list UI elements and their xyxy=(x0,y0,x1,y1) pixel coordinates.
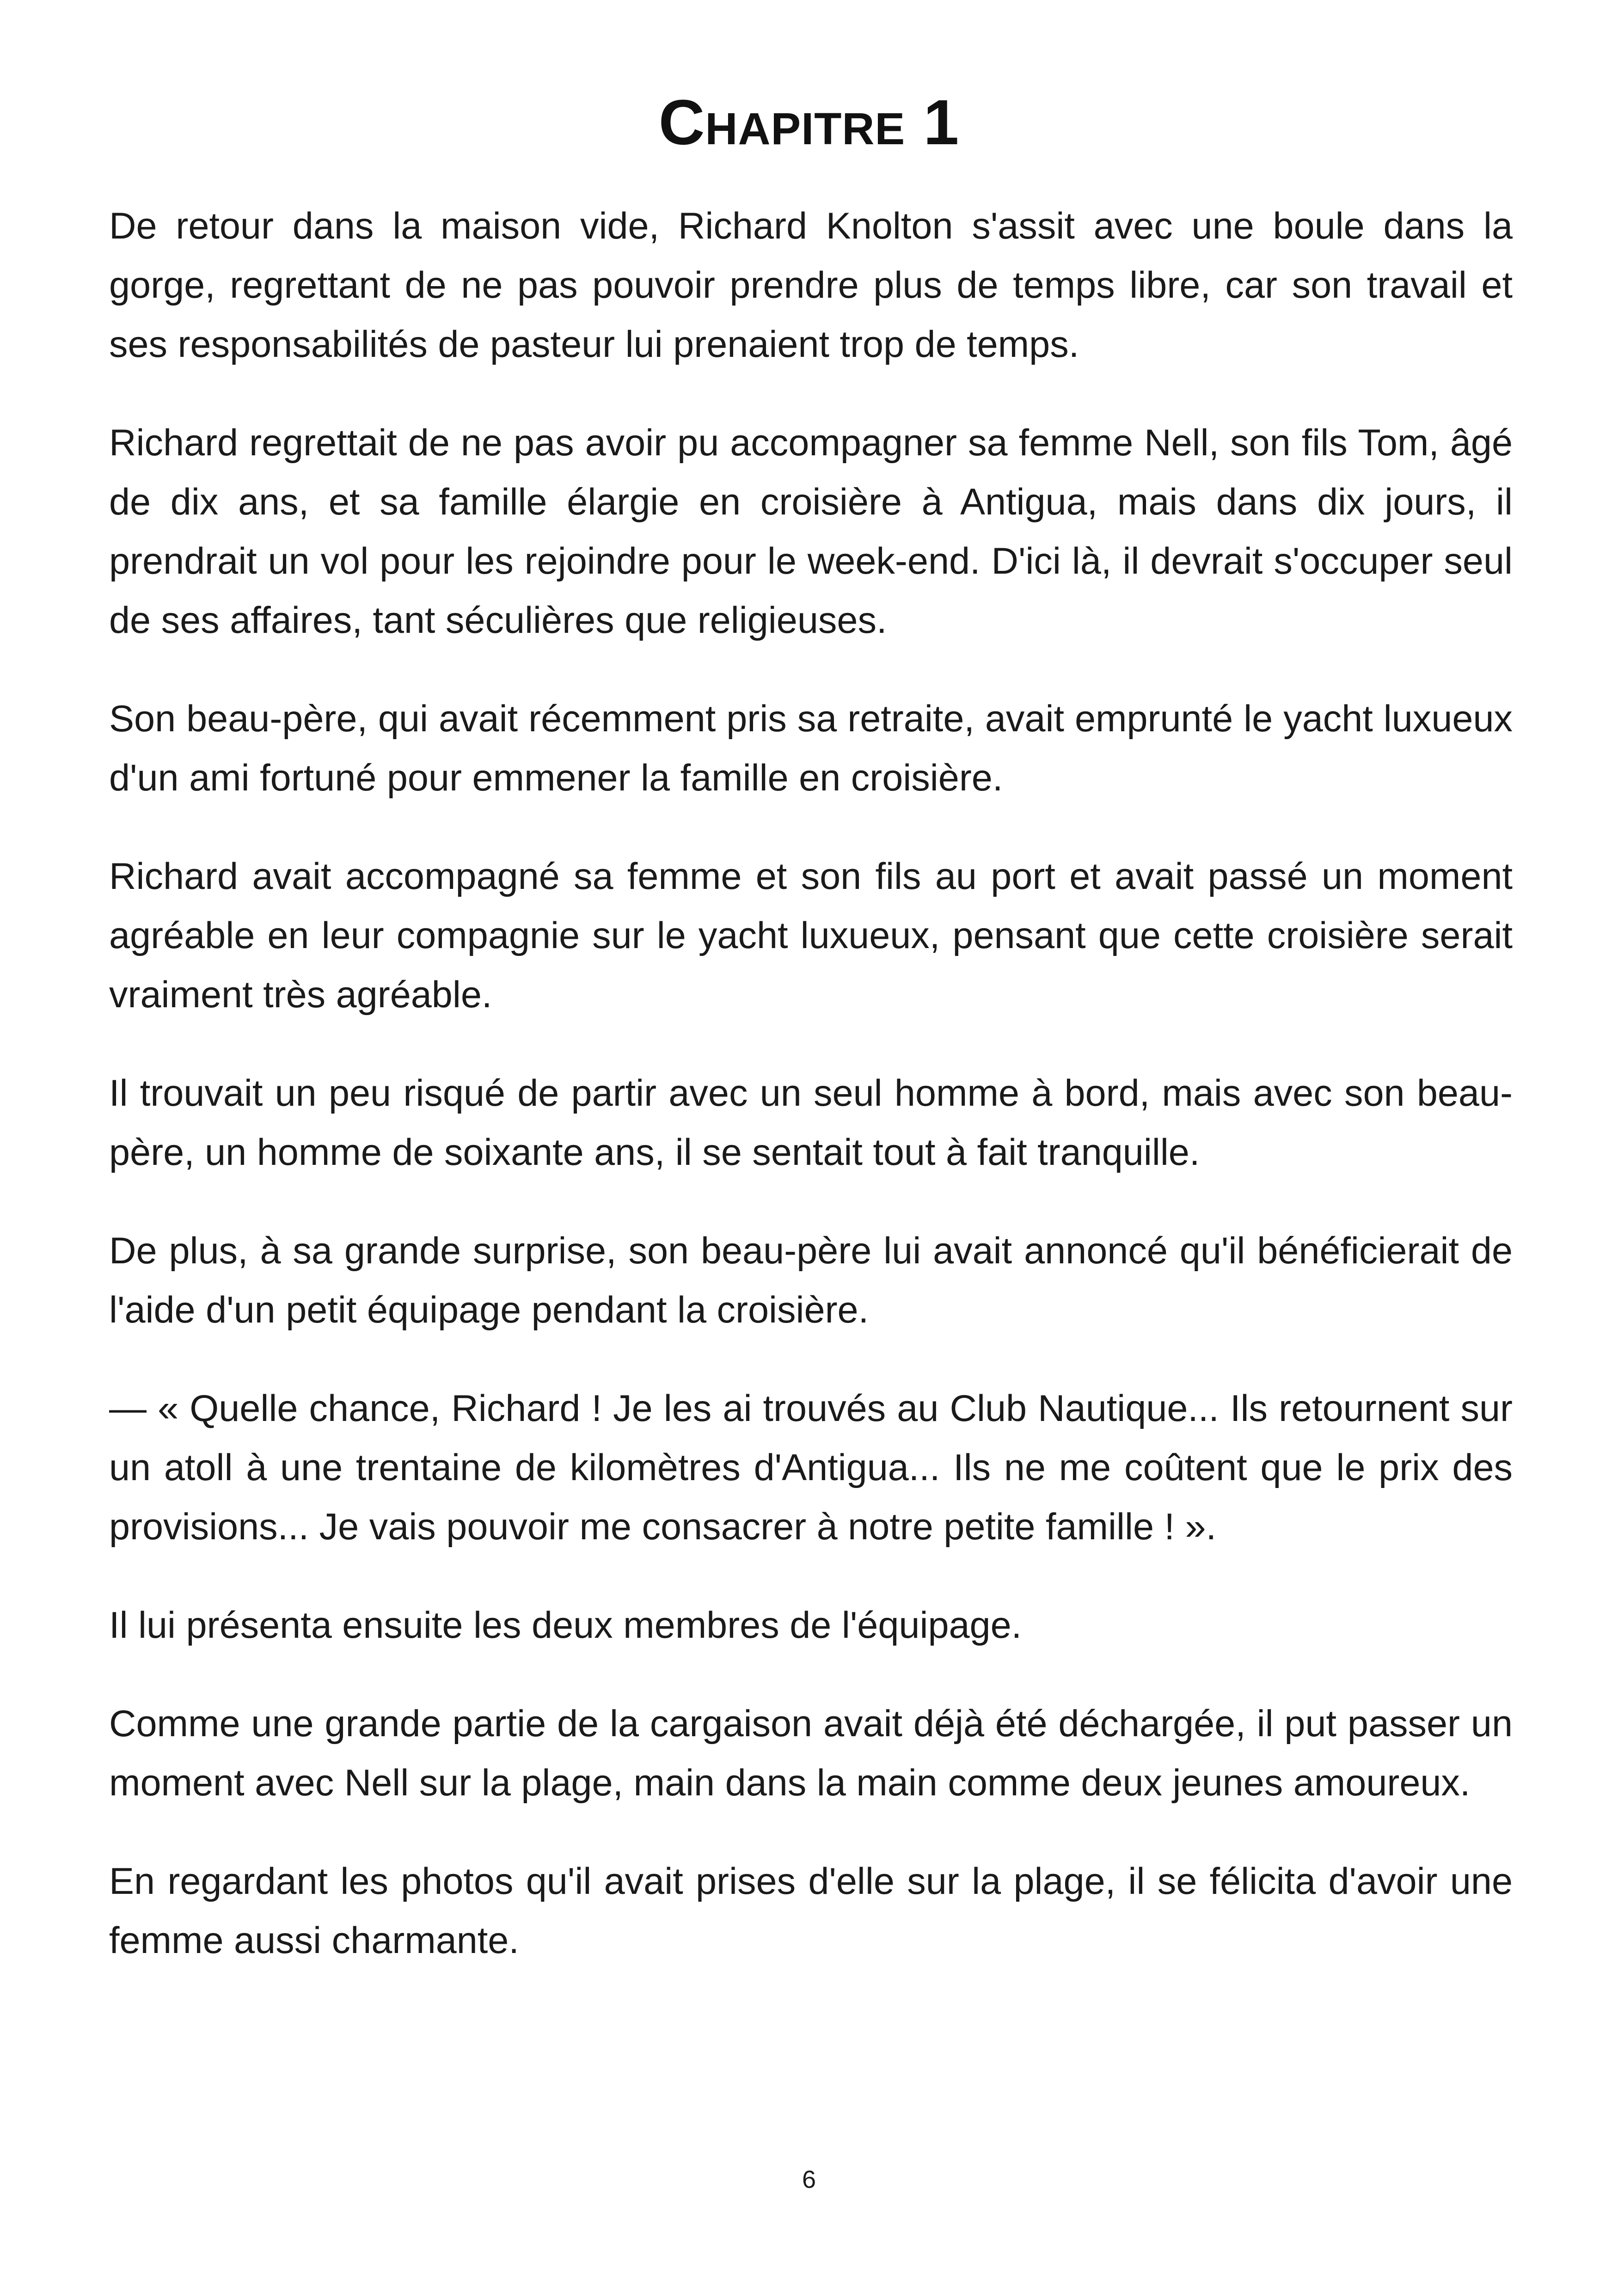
page-number: 6 xyxy=(802,2166,816,2193)
paragraph: Son beau-père, qui avait récemment pris sa retraite, avait emprunté le yacht luxueux d'un ami fortuné pour emmener la famille en croisière. xyxy=(109,698,1513,799)
body-text xyxy=(109,196,1513,2009)
paragraph: Il lui présenta ensuite les deux membres de l'équipage. xyxy=(109,1604,1022,1646)
paragraph: En regardant les photos qu'il avait prises d'elle sur la plage, il se félicita d'avoir une femme aussi charmante. xyxy=(109,1861,1513,1961)
paragraph: De plus, à sa grande surprise, son beau-père lui avait annoncé qu'il bénéficierait de l'aide d'un petit équipage pendant la croisière. xyxy=(109,1230,1513,1331)
chapter-title: Chapitre 1 xyxy=(658,87,960,158)
paragraph: — « Quelle chance, Richard ! Je les ai trouvés au Club Nautique... Ils retournent sur un atoll à une trentaine de kilomètres d'Antigua... Ils ne me coûtent que le prix des provisions... Je vais pouvoir me consacrer à notre petite famille ! ». xyxy=(109,1388,1513,1548)
paragraph: Comme une grande partie de la cargaison avait déjà été déchargée, il put passer un moment avec Nell sur la plage, main dans la main comme deux jeunes amoureux. xyxy=(109,1703,1513,1804)
paragraph: Il trouvait un peu risqué de partir avec un seul homme à bord, mais avec son beau-père, un homme de soixante ans, il se sentait tout à fait tranquille. xyxy=(109,1072,1513,1173)
paragraph: De retour dans la maison vide, Richard Knolton s'assit avec une boule dans la gorge, regrettant de ne pas pouvoir prendre plus de temps libre, car son travail et ses responsabilités de pasteur lui prenaient trop de temps. xyxy=(109,205,1513,365)
paragraph: Richard regrettait de ne pas avoir pu accompagner sa femme Nell, son fils Tom, âgé de dix ans, et sa famille élargie en croisière à Antigua, mais dans dix jours, il prendrait un vol pour les rejoindre pour le week-end. D'ici là, il devrait s'occuper seul de ses affaires, tant séculières que religieuses. xyxy=(109,422,1513,641)
paragraph: Richard avait accompagné sa femme et son fils au port et avait passé un moment agréable en leur compagnie sur le yacht luxueux, pensant que cette croisière serait vraiment très agréable. xyxy=(109,856,1513,1016)
